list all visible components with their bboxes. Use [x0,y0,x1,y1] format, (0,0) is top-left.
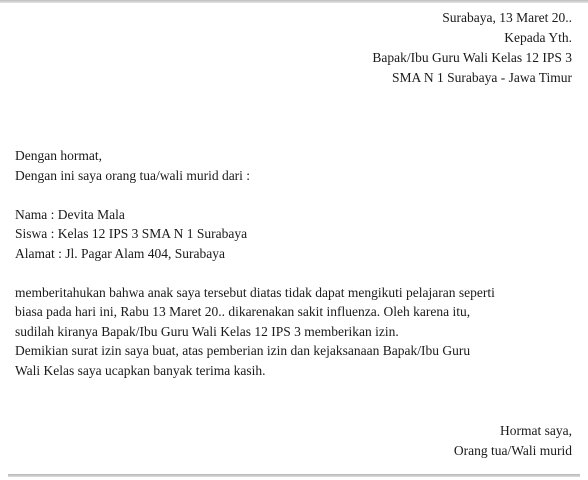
recipient-line: Bapak/Ibu Guru Wali Kelas 12 IPS 3 [372,50,572,65]
letter-closing [454,421,572,461]
body-line: memberitahukan bahwa anak saya tersebut diatas tidak dapat mengikuti pelajaran seperti [15,284,495,300]
regards-line: Hormat saya, [500,423,572,438]
place-date: Surabaya, 13 Maret 20.. [442,10,572,25]
signer-line: Orang tua/Wali murid [453,443,572,458]
body-line: Wali Kelas saya ucapkan banyak terima kasih. [15,362,266,378]
letter-header [372,8,572,88]
to-line: Kepada Yth. [504,30,572,45]
spacer [15,185,575,205]
student-name: Nama : Devita Mala [15,206,125,222]
top-divider [0,0,588,3]
intro-line: Dengan ini saya orang tua/wali murid dari : [15,167,251,183]
body-line: biasa pada hari ini, Rabu 13 Maret 20.. dikarenakan sakit influenza. Oleh karena itu, [15,304,471,319]
body-line: Demikian surat izin saya buat, atas pemberian izin dan kejaksanaan Bapak/Ibu Guru [15,343,471,358]
spacer [15,263,575,283]
student-address: Alamat : Jl. Pagar Alam 404, Surabaya [15,245,225,261]
bottom-divider [8,474,580,477]
body-line: sudilah kiranya Bapak/Ibu Guru Wali Kelas 12 IPS 3 memberikan izin. [15,323,399,339]
letter-body [15,146,575,380]
school-line: SMA N 1 Surabaya - Jawa Timur [391,70,572,85]
salutation: Dengan hormat, [15,148,102,163]
student-class: Siswa : Kelas 12 IPS 3 SMA N 1 Surabaya [15,226,248,241]
